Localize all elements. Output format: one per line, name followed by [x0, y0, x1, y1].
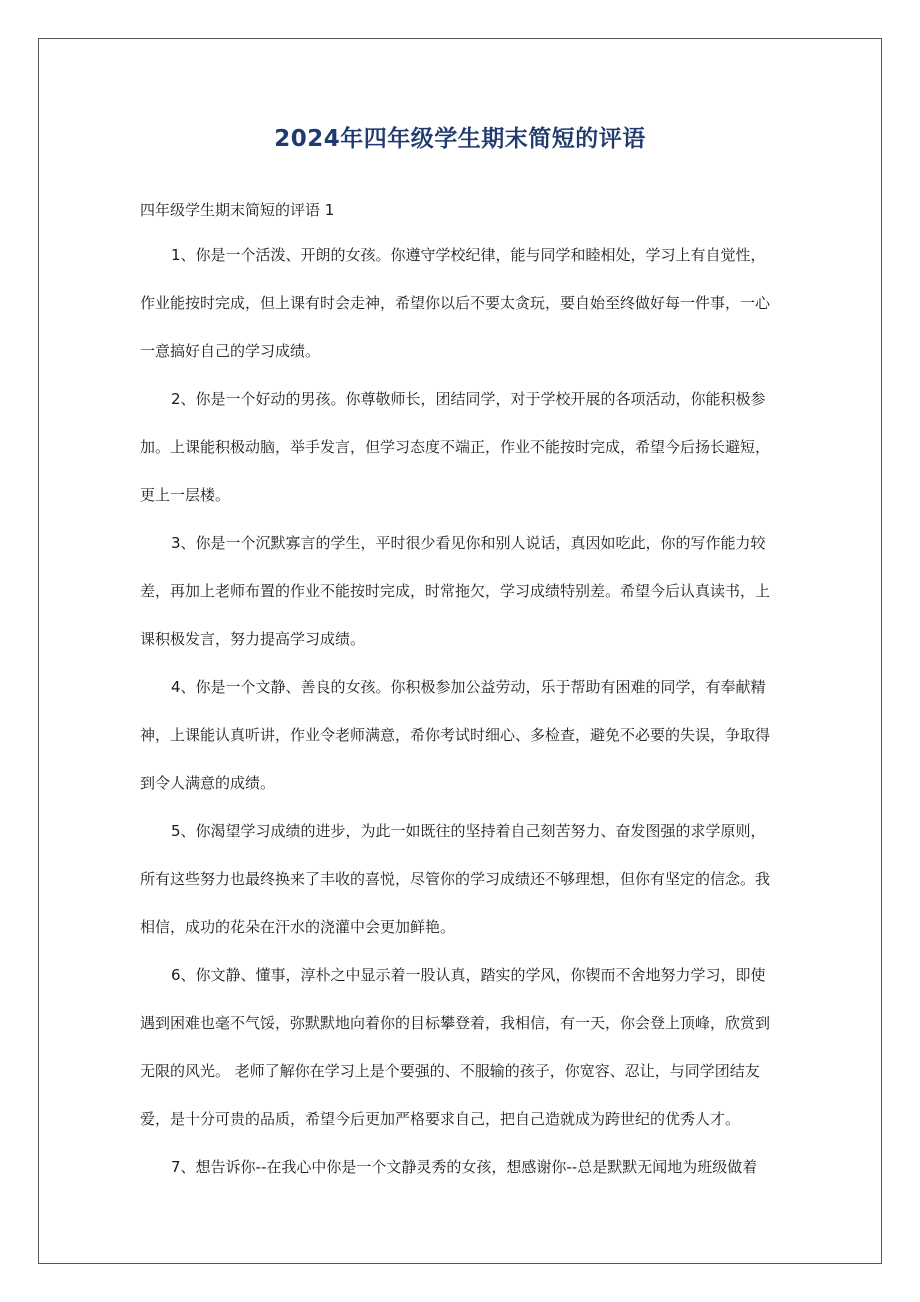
paragraph-line: 3、你是一个沉默寡言的学生，平时很少看见你和别人说话，真因如吃此，你的写作能力较 [171, 534, 766, 552]
paragraph-line: 相信，成功的花朵在汗水的浇灌中会更加鲜艳。 [140, 918, 456, 936]
paragraph-line: 遇到困难也毫不气馁，弥默默地向着你的目标攀登着，我相信，有一天，你会登上顶峰，欣赏到 [140, 1014, 771, 1032]
paragraph-line: 到令人满意的成绩。 [140, 774, 276, 792]
paragraph-line: 7、想告诉你--在我心中你是一个文静灵秀的女孩，想感谢你--总是默默无闻地为班级做着 [171, 1158, 758, 1176]
paragraph-line: 爱，是十分可贵的品质，希望今后更加严格要求自己，把自己造就成为跨世纪的优秀人才。 [140, 1110, 741, 1128]
paragraph-line: 课积极发言，努力提高学习成绩。 [140, 630, 366, 648]
paragraph-line: 加。上课能积极动脑，举手发言，但学习态度不端正，作业不能按时完成，希望今后扬长避短， [140, 438, 771, 456]
paragraph-line: 6、你文静、懂事，淳朴之中显示着一股认真，踏实的学风，你锲而不舍地努力学习，即使 [171, 966, 766, 984]
paragraph-line: 5、你渴望学习成绩的进步，为此一如既往的坚持着自己刻苦努力、奋发图强的求学原则， [171, 822, 766, 840]
paragraph-line: 所有这些努力也最终换来了丰收的喜悦，尽管你的学习成绩还不够理想，但你有坚定的信念。我 [140, 870, 771, 888]
document-title: 2024年四年级学生期末简短的评语 [274, 126, 646, 152]
paragraph-3 [140, 531, 784, 651]
paragraph-line: 神，上课能认真听讲，作业令老师满意，希你考试时细心、多检查，避免不必要的失误，争取得 [140, 726, 771, 744]
paragraph-line: 差，再加上老师布置的作业不能按时完成，时常拖欠，学习成绩特别差。希望今后认真读书，上 [140, 582, 771, 600]
paragraph-line: 更上一层楼。 [140, 486, 231, 504]
paragraph-7 [140, 1155, 784, 1179]
paragraph-4 [140, 675, 784, 795]
paragraph-2 [140, 387, 784, 507]
paragraph-line: 4、你是一个文静、善良的女孩。你积极参加公益劳动，乐于帮助有困难的同学，有奉献精 [171, 678, 766, 696]
paragraph-5 [140, 819, 784, 939]
paragraph-6 [140, 963, 784, 1131]
section-subtitle: 四年级学生期末简短的评语 1 [140, 201, 335, 219]
paragraph-line: 一意搞好自己的学习成绩。 [140, 342, 321, 360]
paragraph-line: 无限的风光。 老师了解你在学习上是个要强的、不服输的孩子，你宽容、忍让，与同学团结友 [140, 1062, 760, 1080]
document-body [140, 243, 784, 1203]
paragraph-line: 作业能按时完成，但上课有时会走神，希望你以后不要太贪玩，要自始至终做好每一件事，一心 [140, 294, 771, 312]
paragraph-line: 1、你是一个活泼、开朗的女孩。你遵守学校纪律，能与同学和睦相处，学习上有自觉性， [171, 246, 766, 264]
paragraph-line: 2、你是一个好动的男孩。你尊敬师长，团结同学，对于学校开展的各项活动，你能积极参 [171, 390, 766, 408]
paragraph-1 [140, 243, 784, 363]
